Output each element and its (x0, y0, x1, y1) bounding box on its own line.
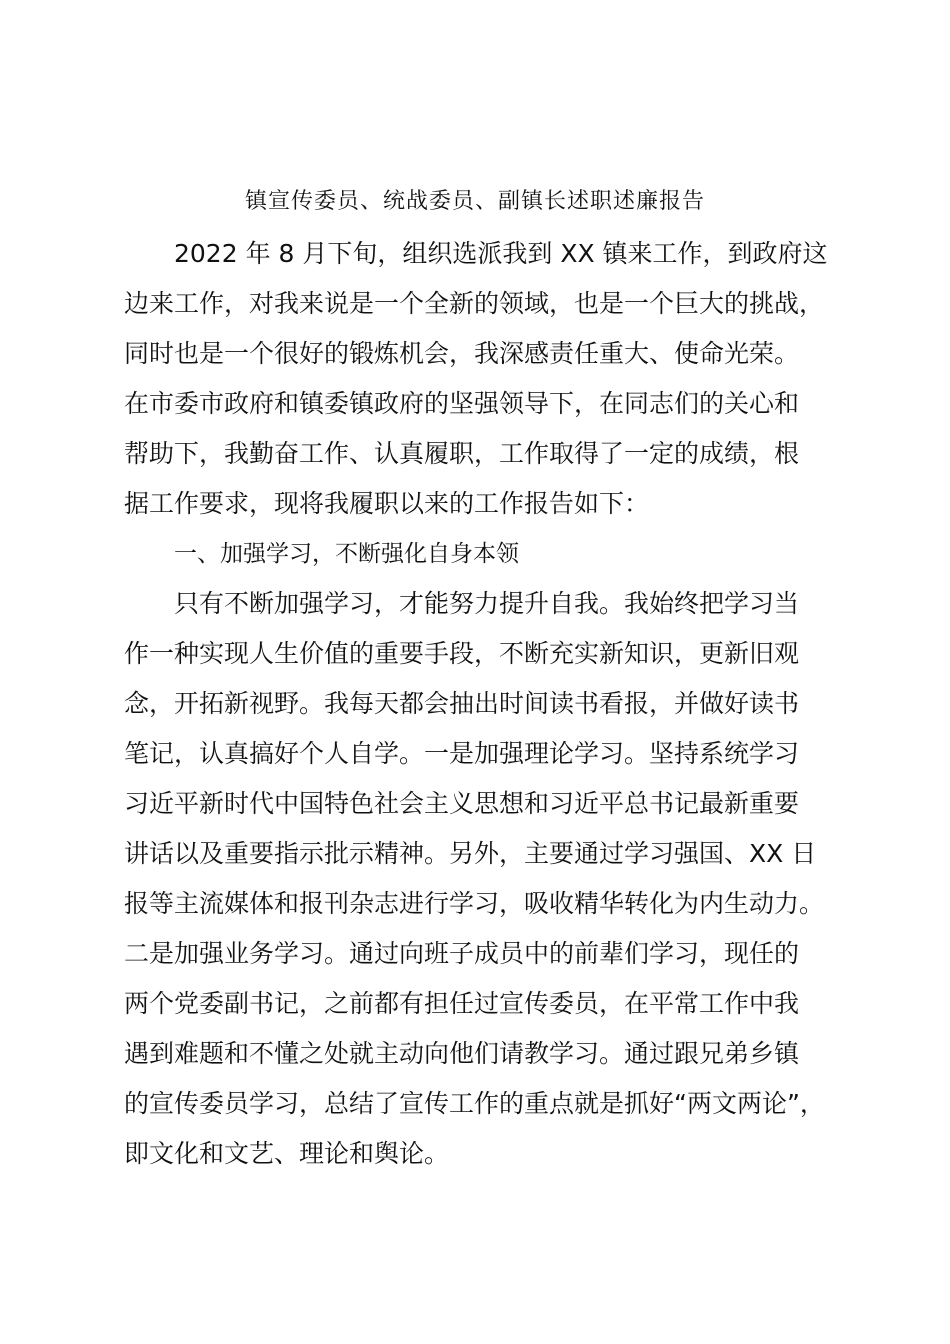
paragraph-line: 边来工作，对我来说是一个全新的领域，也是一个巨大的挑战， (124, 289, 825, 318)
paragraph-line: 的宣传委员学习，总结了宣传工作的重点就是抓好“两文两论”， (124, 1089, 825, 1118)
paragraph-line: 只有不断加强学习，才能努力提升自我。我始终把学习当 (174, 589, 800, 618)
paragraph-line: 帮助下，我勤奋工作、认真履职，工作取得了一定的成绩，根 (124, 439, 800, 468)
paragraph-line: 二是加强业务学习。通过向班子成员中的前辈们学习，现任的 (124, 939, 800, 968)
paragraph-line: 两个党委副书记，之前都有担任过宣传委员，在平常工作中我 (124, 989, 800, 1018)
paragraph-line: 在市委市政府和镇委镇政府的坚强领导下，在同志们的关心和 (124, 389, 800, 418)
paragraph-line: 作一种实现人生价值的重要手段，不断充实新知识，更新旧观 (124, 639, 800, 668)
paragraph-line: 习近平新时代中国特色社会主义思想和习近平总书记最新重要 (124, 789, 800, 818)
paragraph-line: 同时也是一个很好的锻炼机会，我深感责任重大、使命光荣。 (124, 339, 800, 368)
paragraph-line: 念，开拓新视野。我每天都会抽出时间读书看报，并做好读书 (124, 689, 800, 718)
section-heading: 一、加强学习，不断强化自身本领 (174, 541, 519, 567)
paragraph-line: 笔记，认真搞好个人自学。一是加强理论学习。坚持系统学习 (124, 739, 800, 768)
paragraph-line: 2022 年 8 月下旬，组织选派我到 XX 镇来工作，到政府这 (174, 239, 828, 268)
paragraph-line: 报等主流媒体和报刊杂志进行学习，吸收精华转化为内生动力。 (124, 889, 825, 918)
document-title: 镇宣传委员、统战委员、副镇长述职述廉报告 (244, 189, 705, 214)
paragraph-line: 据工作要求，现将我履职以来的工作报告如下： (124, 489, 650, 518)
paragraph-line: 即文化和文艺、理论和舆论。 (124, 1139, 450, 1168)
paragraph-line: 遇到难题和不懂之处就主动向他们请教学习。通过跟兄弟乡镇 (124, 1039, 800, 1068)
paragraph-line: 讲话以及重要指示批示精神。另外，主要通过学习强国、XX 日 (124, 839, 817, 868)
